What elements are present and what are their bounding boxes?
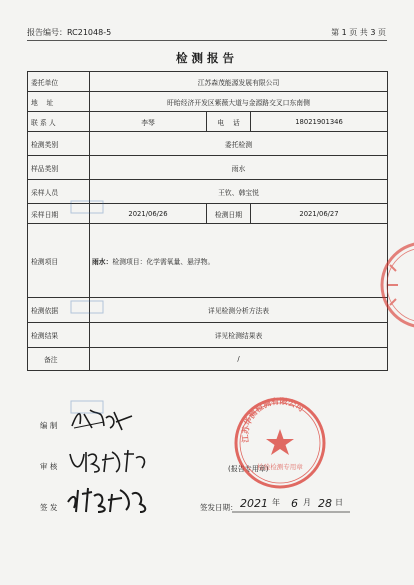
review-signature — [64, 446, 154, 476]
contact-value: 李琴 — [90, 112, 207, 132]
test-date-value: 2021/06/27 — [251, 204, 388, 224]
row-result — [28, 323, 388, 348]
report-info-table — [27, 71, 388, 371]
remark-label: 备注 — [28, 348, 90, 371]
month-char: 月 — [303, 498, 311, 507]
sample-date-value: 2021/06/26 — [90, 204, 207, 224]
issue-date-month: 6 — [291, 497, 298, 510]
row-test-type — [28, 132, 388, 156]
faint-stamp-2 — [70, 300, 104, 314]
test-date-label: 检测日期 — [207, 204, 251, 224]
review-label: 审 核 — [40, 462, 58, 471]
report-title: 检测报告 — [176, 51, 238, 65]
sample-date-label: 采样日期 — [28, 204, 90, 224]
result-label: 检测结果 — [28, 323, 90, 348]
items-value: 检测项目：化学需氧量、悬浮物。 — [112, 257, 215, 266]
svg-text:江苏华测检测有限公司 — [240, 396, 306, 443]
sample-type-value: 雨水 — [90, 156, 388, 180]
contact-label: 联 系 人 — [28, 112, 90, 132]
year-char: 年 — [272, 498, 280, 507]
result-value: 详见检测结果表 — [90, 323, 388, 348]
issue-date-day: 28 — [318, 497, 332, 510]
sampler-value: 王钦、韩宝悦 — [90, 180, 388, 204]
page-info: 第 1 页 共 3 页 — [331, 28, 386, 37]
phone-label: 电 话 — [207, 112, 251, 132]
seam-seal — [380, 225, 414, 345]
day-char: 日 — [335, 498, 343, 507]
test-type-label: 检测类别 — [28, 132, 90, 156]
seal-text: 江苏华测检测有限公司 — [240, 396, 306, 443]
basis-label: 检测依据 — [28, 298, 90, 323]
compile-label: 编 制 — [40, 421, 58, 430]
faint-stamp-1 — [70, 200, 104, 214]
row-client — [28, 72, 388, 92]
issue-signature — [62, 484, 154, 516]
items-bold-prefix: 雨水： — [92, 257, 113, 266]
sampler-label: 采样人员 — [28, 180, 90, 204]
client-value: 江苏森茂能源发展有限公司 — [90, 72, 388, 92]
row-remark — [28, 348, 388, 371]
items-value-cell — [90, 224, 388, 298]
items-label: 检测项目 — [28, 224, 90, 298]
company-seal — [232, 395, 328, 491]
faint-stamp-3 — [70, 400, 104, 414]
row-items — [28, 224, 388, 298]
issue-date-underline — [232, 510, 352, 514]
sample-type-label: 样品类别 — [28, 156, 90, 180]
issue-date-label: 签发日期： — [200, 503, 238, 512]
seal-subtext: 检验检测专用章 — [257, 463, 303, 471]
remark-value: / — [90, 348, 388, 371]
issue-date-year: 2021 — [240, 497, 268, 510]
address-value: 盱眙经济开发区紫薇大道与金源路交叉口东南侧 — [90, 92, 388, 112]
report-number: 报告编号：RC21048-5 — [27, 28, 112, 37]
address-label: 地 址 — [28, 92, 90, 112]
row-address — [28, 92, 388, 112]
issue-label: 签 发 — [40, 503, 58, 512]
header-divider — [27, 40, 387, 41]
test-type-value: 委托检测 — [90, 132, 388, 156]
client-label: 委托单位 — [28, 72, 90, 92]
stamp-caption: (报告专用章) — [228, 465, 269, 473]
row-sample-type — [28, 156, 388, 180]
phone-value: 18021901346 — [251, 112, 388, 132]
row-contact — [28, 112, 388, 132]
basis-value: 详见检测分析方法表 — [90, 298, 388, 323]
